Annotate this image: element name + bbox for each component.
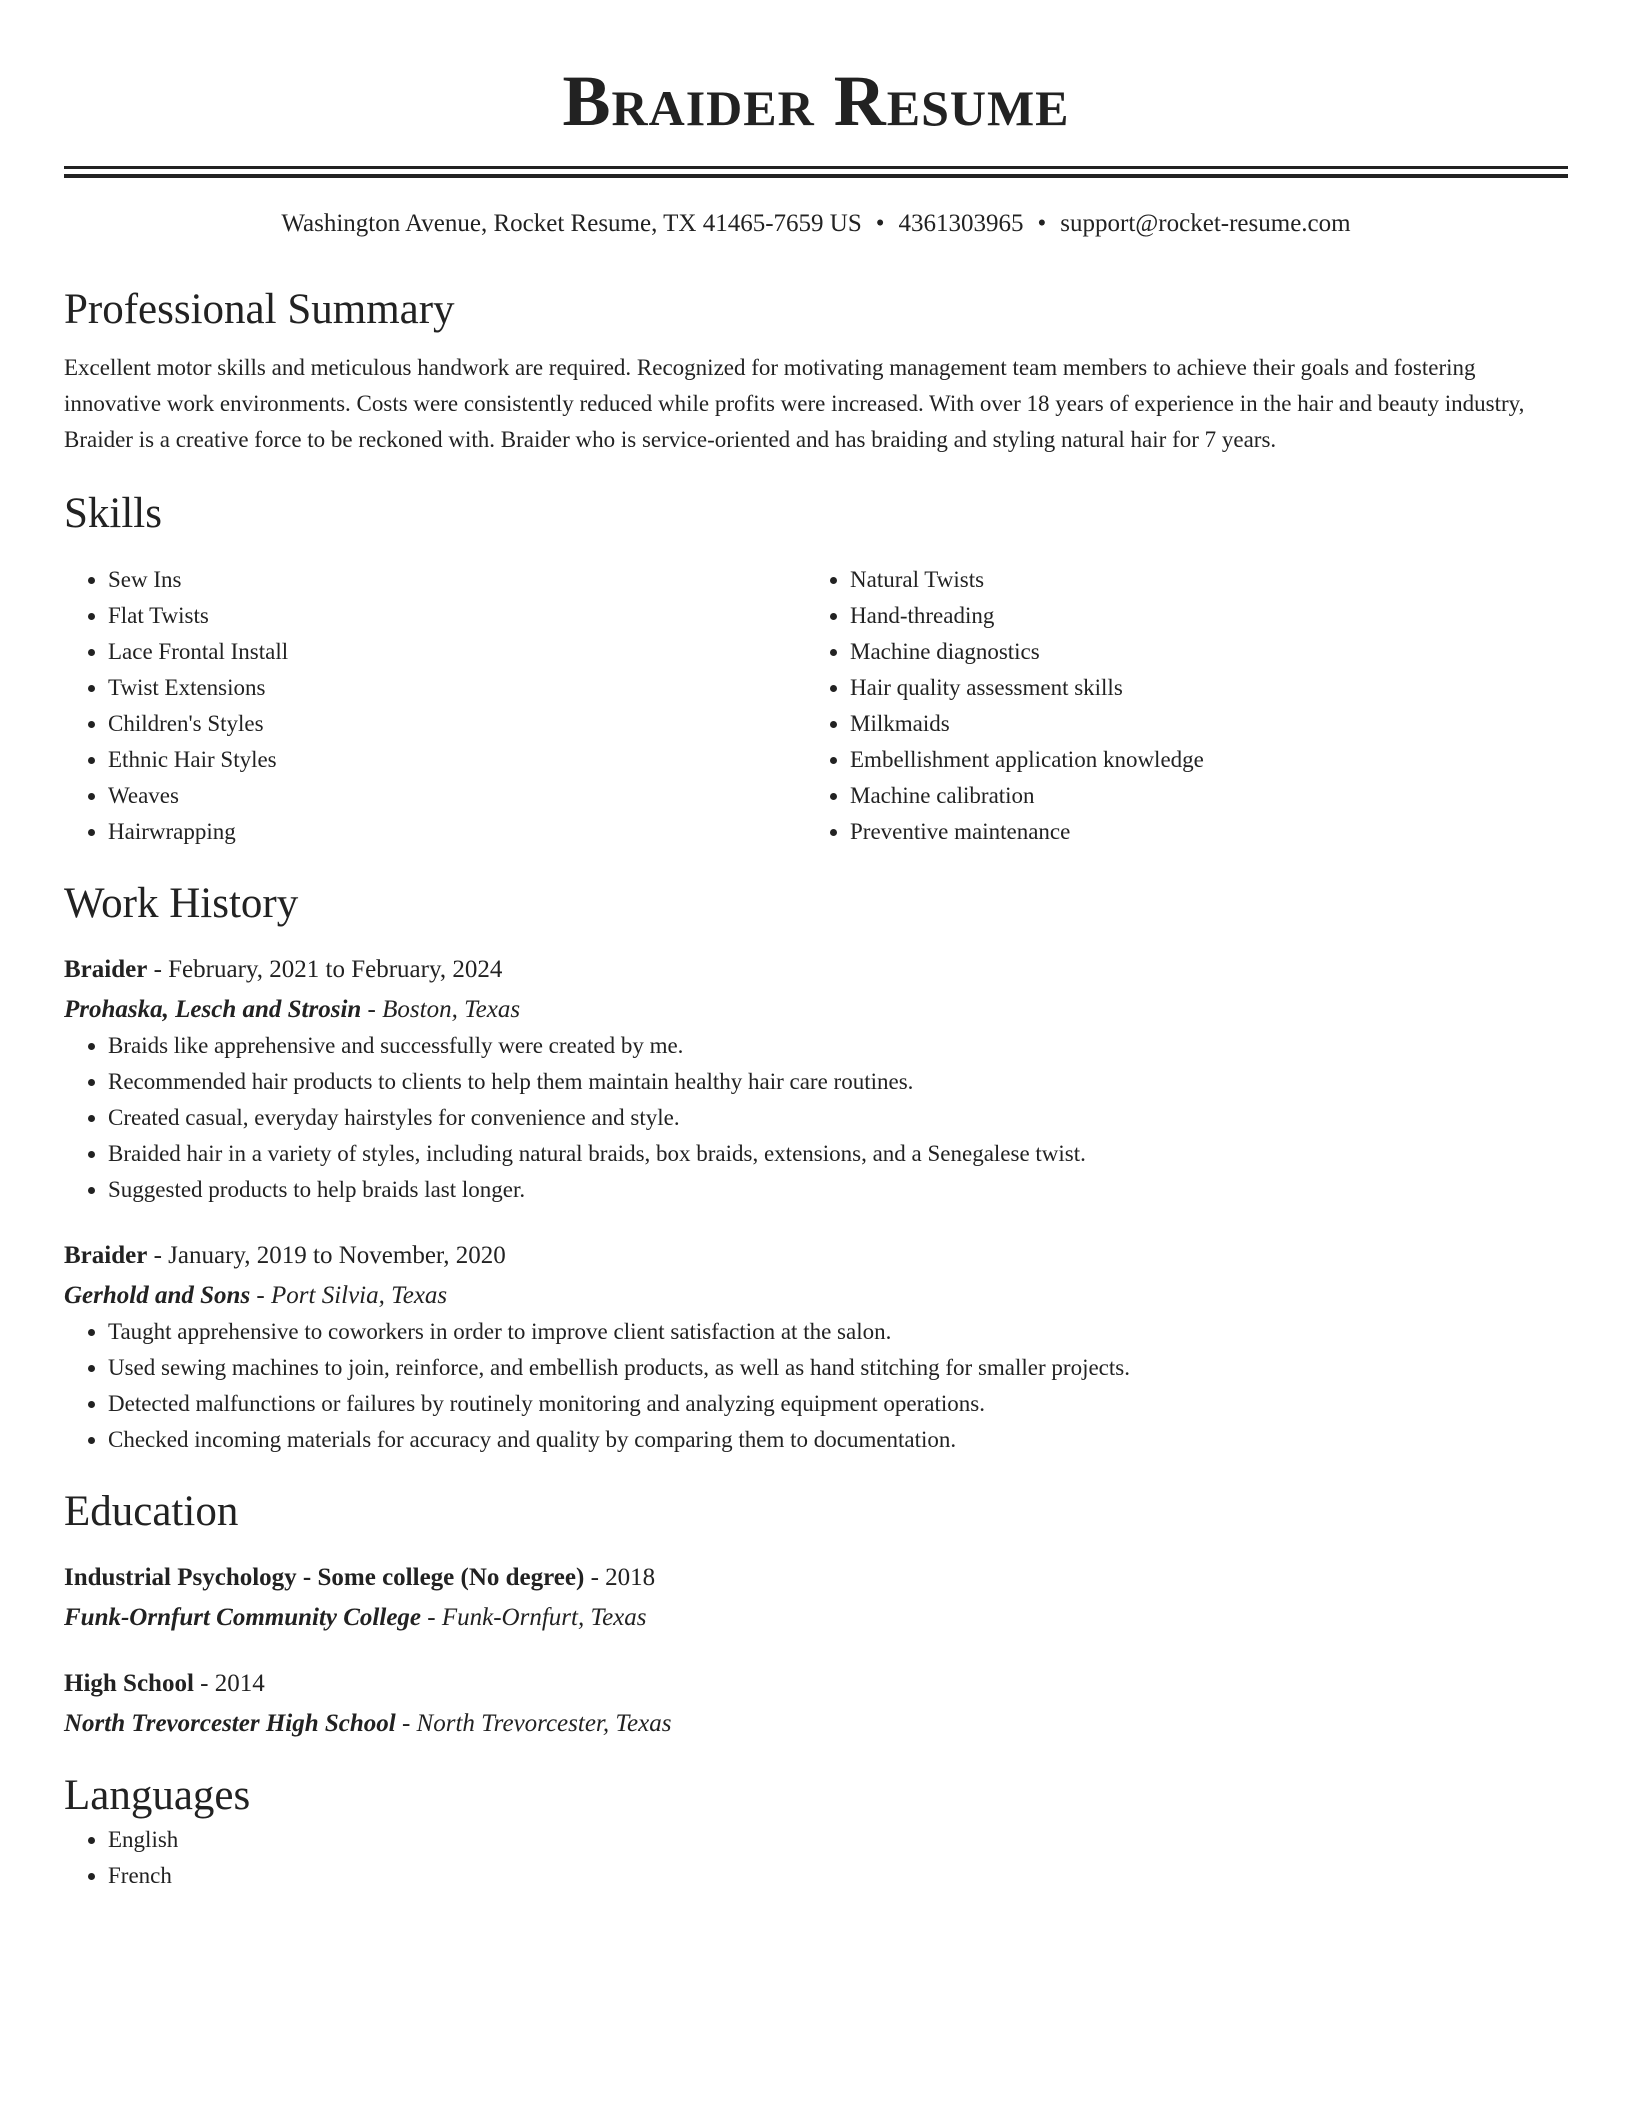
skill-item: • Machine diagnostics: [850, 634, 1548, 670]
job-dates: February, 2021 to February, 2024: [168, 956, 503, 983]
education-dash: -: [193, 1670, 215, 1697]
education-dash: -: [421, 1604, 442, 1631]
education-location: North Trevorcester, Texas: [416, 1710, 672, 1737]
job-bullets: [64, 1028, 1568, 1208]
skills-right-list: [806, 562, 1548, 850]
skill-item: • Preventive maintenance: [850, 814, 1548, 850]
skill-item: • Ethnic Hair Styles: [108, 742, 806, 778]
job-dates: January, 2019 to November, 2020: [168, 1242, 506, 1269]
education-dash: -: [395, 1710, 417, 1737]
job-entry: [64, 1238, 1568, 1458]
education-entry: [64, 1560, 1568, 1636]
skill-item: • Milkmaids: [850, 706, 1548, 742]
skill-item: • Children's Styles: [108, 706, 806, 742]
education-school: Funk-Ornfurt Community College: [64, 1604, 422, 1631]
education-entry: [64, 1666, 1568, 1742]
skill-item: • Sew Ins: [108, 562, 806, 598]
contact-phone: 4361303965: [898, 210, 1024, 237]
job-bullet: • Braids like apprehensive and successfully were created by me.: [108, 1028, 1568, 1064]
summary-heading: Professional Summary: [64, 286, 455, 333]
education-year: 2018: [605, 1564, 656, 1591]
languages-heading: Languages: [64, 1772, 251, 1819]
job-bullets: [64, 1314, 1568, 1458]
job-dash: -: [250, 1282, 271, 1309]
skill-item: • Weaves: [108, 778, 806, 814]
job-bullet: • Recommended hair products to clients to help them maintain healthy hair care routines.: [108, 1064, 1568, 1100]
education-degree-line: [64, 1666, 1568, 1702]
education-school-line: [64, 1600, 1568, 1636]
job-title: Braider: [64, 1242, 148, 1269]
job-bullet: • Suggested products to help braids last longer.: [108, 1172, 1568, 1208]
job-dash: -: [147, 1242, 169, 1269]
job-entry: [64, 952, 1568, 1208]
work-history-heading: Work History: [64, 880, 299, 927]
title-divider: [64, 166, 1568, 178]
job-bullet: • Braided hair in a variety of styles, including natural braids, box braids, extensions, and a Senegalese twist.: [108, 1136, 1568, 1172]
education-degree-line: [64, 1560, 1568, 1596]
skill-item: • Flat Twists: [108, 598, 806, 634]
job-title-line: [64, 952, 1568, 988]
contact-address: Washington Avenue, Rocket Resume, TX 41465-7659 US: [281, 210, 862, 237]
education-year: 2014: [214, 1670, 265, 1697]
job-dash: -: [147, 956, 169, 983]
contact-separator: •: [1037, 210, 1047, 237]
skill-item: • Twist Extensions: [108, 670, 806, 706]
skill-item: • Hairwrapping: [108, 814, 806, 850]
skill-item: • Hair quality assessment skills: [850, 670, 1548, 706]
contact-separator: •: [875, 210, 885, 237]
education-school: North Trevorcester High School: [64, 1710, 396, 1737]
skill-item: • Hand-threading: [850, 598, 1548, 634]
job-bullet: • Used sewing machines to join, reinforce, and embellish products, as well as hand stitching for smaller projects.: [108, 1350, 1568, 1386]
job-dash: -: [361, 996, 383, 1023]
job-location: Boston, Texas: [382, 996, 521, 1023]
contact-line: [64, 208, 1568, 240]
job-title: Braider: [64, 956, 148, 983]
resume-title: Braider Resume: [562, 61, 1070, 141]
job-company: Gerhold and Sons: [64, 1282, 251, 1309]
job-bullet: • Taught apprehensive to coworkers in order to improve client satisfaction at the salon.: [108, 1314, 1568, 1350]
job-company-line: [64, 992, 1568, 1028]
job-bullet: • Detected malfunctions or failures by routinely monitoring and analyzing equipment operations.: [108, 1386, 1568, 1422]
skill-item: • Machine calibration: [850, 778, 1548, 814]
skills-heading: Skills: [64, 490, 162, 537]
job-company: Prohaska, Lesch and Strosin: [64, 996, 362, 1023]
job-bullet: • Created casual, everyday hairstyles for convenience and style.: [108, 1100, 1568, 1136]
education-location: Funk-Ornfurt, Texas: [441, 1604, 647, 1631]
education-degree: High School: [64, 1670, 194, 1697]
job-location: Port Silvia, Texas: [271, 1282, 448, 1309]
job-bullet: • Checked incoming materials for accuracy and quality by comparing them to documentation.: [108, 1422, 1568, 1458]
job-company-line: [64, 1278, 1568, 1314]
skill-item: • Natural Twists: [850, 562, 1548, 598]
skill-item: • Lace Frontal Install: [108, 634, 806, 670]
languages-list: [64, 1822, 1568, 1894]
summary-text: Excellent motor skills and meticulous handwork are required. Recognized for motivating management team members to achieve their goals and fostering innovative work environments. Costs were consistently reduced while profits were increased. With over 18 years of experience in the hair and beauty industry, Braider is a creative force to be reckoned with. Braider who is service-oriented and has braiding and styling natural hair for 7 years.: [64, 355, 1525, 452]
skills-left-list: [64, 562, 806, 850]
education-dash: -: [584, 1564, 606, 1591]
language-item: • English: [108, 1822, 1568, 1858]
contact-email: support@rocket-resume.com: [1060, 210, 1351, 237]
job-title-line: [64, 1238, 1568, 1274]
education-school-line: [64, 1706, 1568, 1742]
education-heading: Education: [64, 1488, 239, 1535]
language-item: • French: [108, 1858, 1568, 1894]
education-degree: Industrial Psychology - Some college (No degree): [64, 1564, 585, 1591]
skill-item: • Embellishment application knowledge: [850, 742, 1548, 778]
skills-columns: [64, 562, 1568, 850]
